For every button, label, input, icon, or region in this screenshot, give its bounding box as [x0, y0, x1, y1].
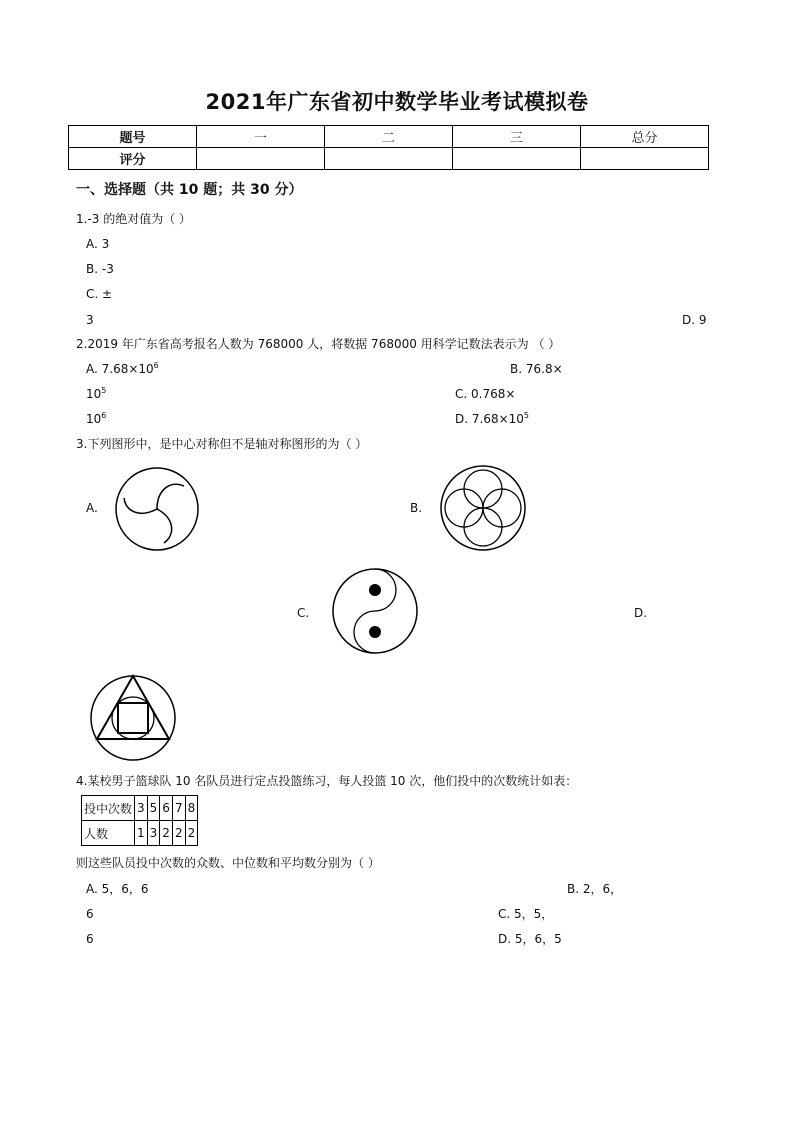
q4-option-d: D. 5，6，5	[498, 932, 562, 946]
score-cell	[581, 148, 709, 170]
q4-option-c: C. 5，5，	[498, 907, 554, 921]
score-header-cell: 题号	[69, 126, 197, 148]
table-cell: 8	[185, 796, 198, 821]
score-header-cell: 一	[197, 126, 325, 148]
table-row-label: 人数	[82, 821, 135, 846]
question-4-stem: 4.某校男子篮球队 10 名队员进行定点投篮练习，每人投篮 10 次，他们投中的次数统计如表：	[76, 774, 578, 788]
q1-option-c-continued: 3	[86, 313, 94, 327]
table-cell: 3	[147, 821, 160, 846]
table-cell: 1	[135, 821, 148, 846]
table-row	[82, 821, 198, 846]
frequency-table	[81, 795, 198, 846]
q1-option-b: B. -3	[86, 262, 114, 276]
section-heading: 一、选择题（共 10 题；共 30 分）	[76, 182, 303, 198]
q1-option-d: D. 9	[682, 313, 707, 327]
q2-option-c-continued: $10^6$	[86, 411, 107, 426]
question-3-stem: 3.下列图形中，是中心对称但不是轴对称图形的为（ ）	[76, 437, 368, 451]
q2-option-c: C. 0.768×	[455, 387, 516, 401]
circle-triangle-square-figure	[89, 674, 177, 762]
score-cell	[325, 148, 453, 170]
table-cell: 2	[185, 821, 198, 846]
score-header-cell: 总分	[581, 126, 709, 148]
q4-option-c-continued: 6	[86, 932, 94, 946]
q3-option-d-label: D.	[634, 606, 648, 620]
q2-option-d: D. $7.68\times 10^5$	[455, 411, 530, 426]
yin-yang-figure	[331, 567, 419, 655]
q2-option-b: B. 76.8×	[510, 362, 563, 376]
q3-option-b-label: B.	[410, 501, 423, 515]
q2-option-b-continued: $10^5$	[86, 386, 107, 401]
q4-option-a: A. 5，6，6	[86, 882, 149, 896]
table-row-label: 投中次数	[82, 796, 135, 821]
score-header-cell: 二	[325, 126, 453, 148]
q3-option-a-label: A.	[86, 501, 98, 515]
question-1-stem: 1.-3 的绝对值为（ ）	[76, 212, 192, 226]
table-cell: 3	[135, 796, 148, 821]
q4-option-b-continued: 6	[86, 907, 94, 921]
triple-swirl-figure	[114, 466, 200, 552]
table-cell: 2	[172, 821, 185, 846]
table-cell: 5	[147, 796, 160, 821]
score-table-header-row	[69, 126, 709, 148]
table-cell: 7	[172, 796, 185, 821]
q1-option-c: C. ±	[86, 287, 113, 301]
score-table-score-row	[69, 148, 709, 170]
question-4-question: 则这些队员投中次数的众数、中位数和平均数分别为（ ）	[76, 856, 380, 870]
q1-option-a: A. 3	[86, 237, 110, 251]
score-header-cell: 三	[453, 126, 581, 148]
four-circle-flower-figure	[439, 464, 527, 552]
q3-option-c-label: C.	[297, 606, 310, 620]
score-table	[68, 125, 709, 170]
q4-option-b: B. 2，6，	[567, 882, 623, 896]
q2-option-a: A. $7.68\times 10^6$	[86, 361, 159, 376]
page-title: 2021年广东省初中数学毕业考试模拟卷	[205, 90, 589, 114]
table-cell: 2	[160, 821, 173, 846]
score-cell	[197, 148, 325, 170]
score-cell	[453, 148, 581, 170]
question-2-stem: 2.2019 年广东省高考报名人数为 768000 人，将数据 768000 用科学记数法表示为 （ ）	[76, 337, 561, 351]
table-cell: 6	[160, 796, 173, 821]
score-row-label: 评分	[69, 148, 197, 170]
table-row	[82, 796, 198, 821]
